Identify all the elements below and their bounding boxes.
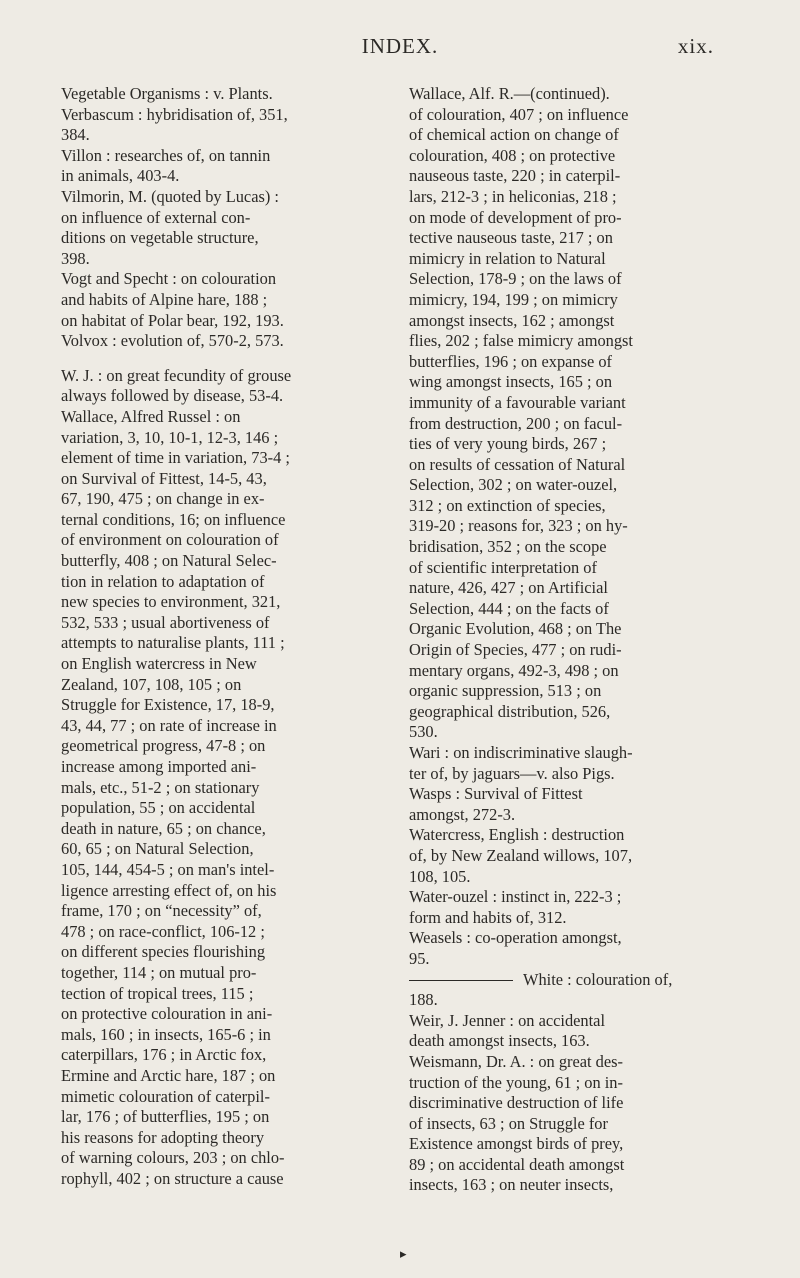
entry-line: on different species flourishing <box>61 942 266 962</box>
entry-line: of environment on colouration of <box>61 530 279 550</box>
entry-line: ligence arresting effect of, on his <box>61 880 277 900</box>
entry-line: Weir, J. Jenner : on accidental <box>409 1010 605 1030</box>
index-entry <box>61 366 381 407</box>
entry-line: new species to environment, 321, <box>61 592 281 612</box>
entry-line: on protective colouration in ani- <box>61 1004 273 1024</box>
index-entry <box>61 407 381 1190</box>
index-entry <box>409 1011 729 1052</box>
index-entry <box>409 928 729 969</box>
entry-line: Watercress, English : destruction <box>409 825 625 845</box>
entry-line: mals, 160 ; in insects, 165-6 ; in <box>61 1024 271 1044</box>
entry-line: tective nauseous taste, 217 ; on <box>409 228 613 248</box>
entry-line: 478 ; on race-conflict, 106-12 ; <box>61 921 265 941</box>
entry-line: colouration, 408 ; on protective <box>409 145 616 165</box>
entry-line: element of time in variation, 73-4 ; <box>61 448 290 468</box>
entry-line: Weasels : co-operation amongst, <box>409 928 622 948</box>
entry-line: amongst, 272-3. <box>409 804 516 824</box>
entry-line: 108, 105. <box>409 866 471 886</box>
index-entry <box>409 84 729 743</box>
index-column-left <box>61 84 381 1189</box>
entry-line: nauseous taste, 220 ; in caterpil- <box>409 166 621 186</box>
entry-line: geometrical progress, 47-8 ; on <box>61 736 266 756</box>
entry-line-text: White : colouration of, <box>523 969 673 989</box>
entry-line: of colouration, 407 ; on influence <box>409 104 629 124</box>
entry-line: bridisation, 352 ; on the scope <box>409 537 607 557</box>
entry-line: Ermine and Arctic hare, 187 ; on <box>61 1065 276 1085</box>
entry-line: Selection, 302 ; on water-ouzel, <box>409 475 618 495</box>
entry-line: caterpillars, 176 ; in Arctic fox, <box>61 1045 267 1065</box>
entry-line: on results of cessation of Natural <box>409 454 626 474</box>
entry-line: Water-ouzel : instinct in, 222-3 ; <box>409 887 622 907</box>
index-entry <box>61 269 381 331</box>
entry-line: 398. <box>61 248 90 268</box>
entry-line: 312 ; on extinction of species, <box>409 495 606 515</box>
entry-line: 188. <box>409 990 438 1010</box>
index-column-right <box>409 84 729 1196</box>
entry-line: Zealand, 107, 108, 105 ; on <box>61 674 242 694</box>
entry-line: Origin of Species, 477 ; on rudi- <box>409 640 622 660</box>
entry-line: Organic Evolution, 468 ; on The <box>409 619 622 639</box>
index-entry <box>409 1052 729 1196</box>
index-entry <box>61 105 381 146</box>
entry-line: his reasons for adopting theory <box>61 1127 265 1147</box>
entry-line: attempts to naturalise plants, 111 ; <box>61 633 285 653</box>
entry-line: Existence amongst birds of prey, <box>409 1134 624 1154</box>
entry-line: Vegetable Organisms : v. Plants. <box>61 84 273 103</box>
entry-line: 67, 190, 475 ; on change in ex- <box>61 489 265 509</box>
entry-line: population, 55 ; on accidental <box>61 798 256 818</box>
entry-line: always followed by disease, 53-4. <box>61 386 284 406</box>
entry-line: Struggle for Existence, 17, 18-9, <box>61 695 275 715</box>
entry-line: rophyll, 402 ; on structure a cause <box>61 1168 284 1188</box>
entry-line: Villon : researches of, on tannin <box>61 145 271 165</box>
entry-line: discriminative destruction of life <box>409 1093 624 1113</box>
entry-line: butterflies, 196 ; on expanse of <box>409 351 613 371</box>
entry-line: 95. <box>409 948 430 968</box>
entry-line: mimetic colouration of caterpil- <box>61 1086 270 1106</box>
entry-line: 530. <box>409 722 438 742</box>
entry-line: from destruction, 200 ; on facul- <box>409 413 623 433</box>
entry-line: ternal conditions, 16; on influence <box>61 509 286 529</box>
running-header <box>0 34 800 64</box>
entry-line: amongst insects, 162 ; amongst <box>409 310 615 330</box>
entry-line: together, 114 ; on mutual pro- <box>61 962 257 982</box>
entry-line: death amongst insects, 163. <box>409 1031 590 1051</box>
entry-line: on habitat of Polar bear, 192, 193. <box>61 310 284 330</box>
entry-line: on influence of external con- <box>61 207 251 227</box>
entry-line: mals, etc., 51-2 ; on stationary <box>61 777 260 797</box>
entry-line: tion in relation to adaptation of <box>61 571 265 591</box>
entry-line: W. J. : on great fecundity of grouse <box>61 365 292 385</box>
entry-line: 43, 44, 77 ; on rate of increase in <box>61 715 277 735</box>
entry-line: Wasps : Survival of Fittest <box>409 784 583 804</box>
index-entry <box>61 331 381 352</box>
entry-line: of chemical action on change of <box>409 125 619 145</box>
entry-line: flies, 202 ; false mimicry amongst <box>409 331 633 351</box>
entry-line: Wari : on indiscriminative slaugh- <box>409 743 633 762</box>
entry-line: Wallace, Alf. R.—(continued). <box>409 84 610 103</box>
entry-line: Weismann, Dr. A. : on great des- <box>409 1051 623 1071</box>
entry-line: of warning colours, 203 ; on chlo- <box>61 1148 285 1168</box>
entry-line: Selection, 178-9 ; on the laws of <box>409 269 622 289</box>
entry-line: of scientific interpretation of <box>409 557 597 577</box>
entry-line: on mode of development of pro- <box>409 207 622 227</box>
entry-line: butterfly, 408 ; on Natural Selec- <box>61 551 277 571</box>
entry-line: mentary organs, 492-3, 498 ; on <box>409 660 619 680</box>
entry-line: wing amongst insects, 165 ; on <box>409 372 613 392</box>
entry-line: 319-20 ; reasons for, 323 ; on hy- <box>409 516 628 536</box>
entry-line: Vogt and Specht : on colouration <box>61 269 277 289</box>
entry-line: Verbascum : hybridisation of, 351, <box>61 104 288 124</box>
entry-line: nature, 426, 427 ; on Artificial <box>409 578 608 598</box>
page-title: INDEX. <box>361 34 439 58</box>
entry-line: mimicry, 194, 199 ; on mimicry <box>409 289 618 309</box>
entry-line: insects, 163 ; on neuter insects, <box>409 1175 614 1195</box>
entry-line: 60, 65 ; on Natural Selection, <box>61 839 254 859</box>
entry-line: ties of very young birds, 267 ; <box>409 434 607 454</box>
entry-line: immunity of a favourable variant <box>409 392 626 412</box>
index-entry <box>409 784 729 825</box>
entry-line: of insects, 63 ; on Struggle for <box>409 1113 608 1133</box>
entry-line: Vilmorin, M. (quoted by Lucas) : <box>61 186 279 206</box>
index-entry <box>61 187 381 269</box>
entry-line: geographical distribution, 526, <box>409 701 611 721</box>
entry-line: on Survival of Fittest, 14-5, 43, <box>61 468 267 488</box>
entry-line: 105, 144, 454-5 ; on man's intel- <box>61 859 275 879</box>
ditto-dash <box>409 980 513 981</box>
entry-line: death in nature, 65 ; on chance, <box>61 818 266 838</box>
entry-line: Volvox : evolution of, 570-2, 573. <box>61 331 284 351</box>
entry-line: mimicry in relation to Natural <box>409 248 606 268</box>
index-entry <box>409 970 729 1011</box>
index-entry <box>409 825 729 887</box>
entry-line: 89 ; on accidental death amongst <box>409 1154 625 1174</box>
entry-line: tection of tropical trees, 115 ; <box>61 983 254 1003</box>
index-entry <box>61 84 381 105</box>
entry-line: organic suppression, 513 ; on <box>409 681 602 701</box>
entry-line: ter of, by jaguars—v. also Pigs. <box>409 763 615 783</box>
entry-line: in animals, 403-4. <box>61 166 180 186</box>
entry-line: increase among imported ani- <box>61 757 257 776</box>
entry-line: of, by New Zealand willows, 107, <box>409 845 633 865</box>
index-entry <box>409 887 729 928</box>
entry-line: on English watercress in New <box>61 654 257 674</box>
entry-line: 532, 533 ; usual abortiveness of <box>61 612 270 632</box>
entry-line: variation, 3, 10, 10-1, 12-3, 146 ; <box>61 427 279 447</box>
entry-line: Wallace, Alfred Russel : on <box>61 406 241 426</box>
entry-line: ditions on vegetable structure, <box>61 228 259 248</box>
entry-line: Selection, 444 ; on the facts of <box>409 598 609 618</box>
index-entry <box>61 146 381 187</box>
entry-line: 384. <box>61 125 90 145</box>
entry-line: frame, 170 ; on “necessity” of, <box>61 901 262 921</box>
signature-mark: ▸ <box>400 1246 407 1261</box>
entry-line: truction of the young, 61 ; on in- <box>409 1072 623 1092</box>
entry-line <box>409 970 729 991</box>
index-entry <box>409 743 729 784</box>
page-number: xix. <box>677 34 714 58</box>
entry-line: and habits of Alpine hare, 188 ; <box>61 289 268 309</box>
section-gap <box>61 352 381 366</box>
entry-line: form and habits of, 312. <box>409 907 567 927</box>
entry-line: lars, 212-3 ; in heliconias, 218 ; <box>409 186 617 206</box>
entry-line: lar, 176 ; of butterflies, 195 ; on <box>61 1107 270 1127</box>
